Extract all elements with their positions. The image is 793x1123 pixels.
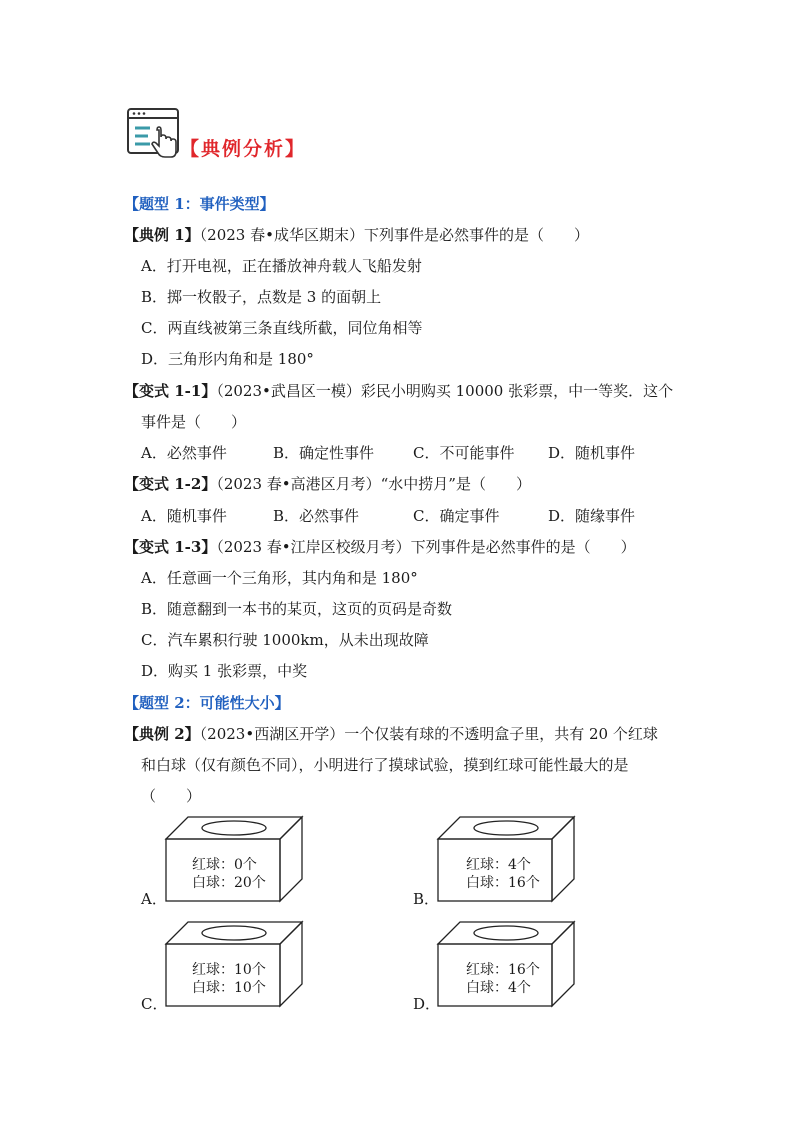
ex1-option-d: D．三角形内角和是 180° [141,350,314,368]
v13-question [124,537,636,557]
box-c-white: 白球：10个 [192,980,266,996]
ex1-stem: （2023 春•成华区期末）下列事件是必然事件的是（ ） [199,226,589,244]
box-a-red: 红球：0个 [192,857,257,873]
ex1-question [124,225,589,245]
v12-options [141,506,635,526]
ex1-option-b: B．掷一枚骰子，点数是 3 的面朝上 [141,288,382,306]
v11-option-c: C．不可能事件 [413,444,515,462]
box-option-c [138,920,308,1020]
v12-option-b: B．必然事件 [273,507,360,525]
v11-option-b: B．确定性事件 [273,444,375,462]
section-title: 【典例分析】 [180,138,307,160]
v13-option-d: D．购买 1 张彩票，中奖 [141,662,308,680]
box-b-white: 白球：16个 [466,875,540,891]
v13-option-c: C．汽车累积行驶 1000km，从未出现故障 [141,631,429,649]
v11-options [141,443,635,463]
v11-question [124,381,673,401]
v12-question [124,474,531,494]
ex1-option-c: C．两直线被第三条直线所截，同位角相等 [141,319,423,337]
box-option-d [410,920,580,1020]
box-d-red: 红球：16个 [466,962,540,978]
v12-option-d: D．随缘事件 [548,507,636,525]
v12-stem: （2023 春•高港区月考）“水中捞月”是（ ） [216,475,531,493]
v13-stem: （2023 春•江岸区校级月考）下列事件是必然事件的是（ ） [216,538,636,556]
box-b-letter: B． [413,890,440,908]
box-a-letter: A． [141,890,167,908]
box-option-b [410,815,580,915]
type2-heading: 【题型 2：可能性大小】 [124,694,290,712]
section-header [126,106,326,164]
ex2-question [124,724,658,744]
box-a-white: 白球：20个 [192,875,266,891]
v11-tag: 【变式 1-1】 [124,382,217,400]
box-option-a [138,815,308,915]
v11-stem1: （2023•武昌区一模）彩民小明购买 10000 张彩票，中一等奖．这个 [216,382,674,400]
box-d-white: 白球：4个 [466,980,531,996]
box-c-letter: C． [141,995,168,1013]
v12-option-a: A．随机事件 [141,507,227,525]
v12-option-c: C．确定事件 [413,507,500,525]
v13-option-b: B．随意翻到一本书的某页，这页的页码是奇数 [141,600,453,618]
window-pointer-icon [126,106,184,164]
ex2-stem3: （ ） [141,787,202,805]
type1-heading: 【题型 1：事件类型】 [124,195,275,213]
v11-option-d: D．随机事件 [548,444,636,462]
v12-tag: 【变式 1-2】 [124,475,217,493]
v13-tag: 【变式 1-3】 [124,538,217,556]
box-d-letter: D． [413,995,441,1013]
box-b-red: 红球：4个 [466,857,531,873]
ex1-tag: 【典例 1】 [124,226,200,244]
ex2-stem1: （2023•西湖区开学）一个仅装有球的不透明盒子里，共有 20 个红球 [199,725,658,743]
ex2-tag: 【典例 2】 [124,725,200,743]
v13-option-a: A．任意画一个三角形，其内角和是 180° [141,569,418,587]
v11-stem2: 事件是（ ） [141,413,247,431]
v11-option-a: A．必然事件 [141,444,227,462]
box-c-red: 红球：10个 [192,962,266,978]
ex1-option-a: A．打开电视，正在播放神舟载人飞船发射 [141,257,422,275]
ex2-stem2: 和白球（仅有颜色不同），小明进行了摸球试验，摸到红球可能性最大的是 [141,756,629,774]
